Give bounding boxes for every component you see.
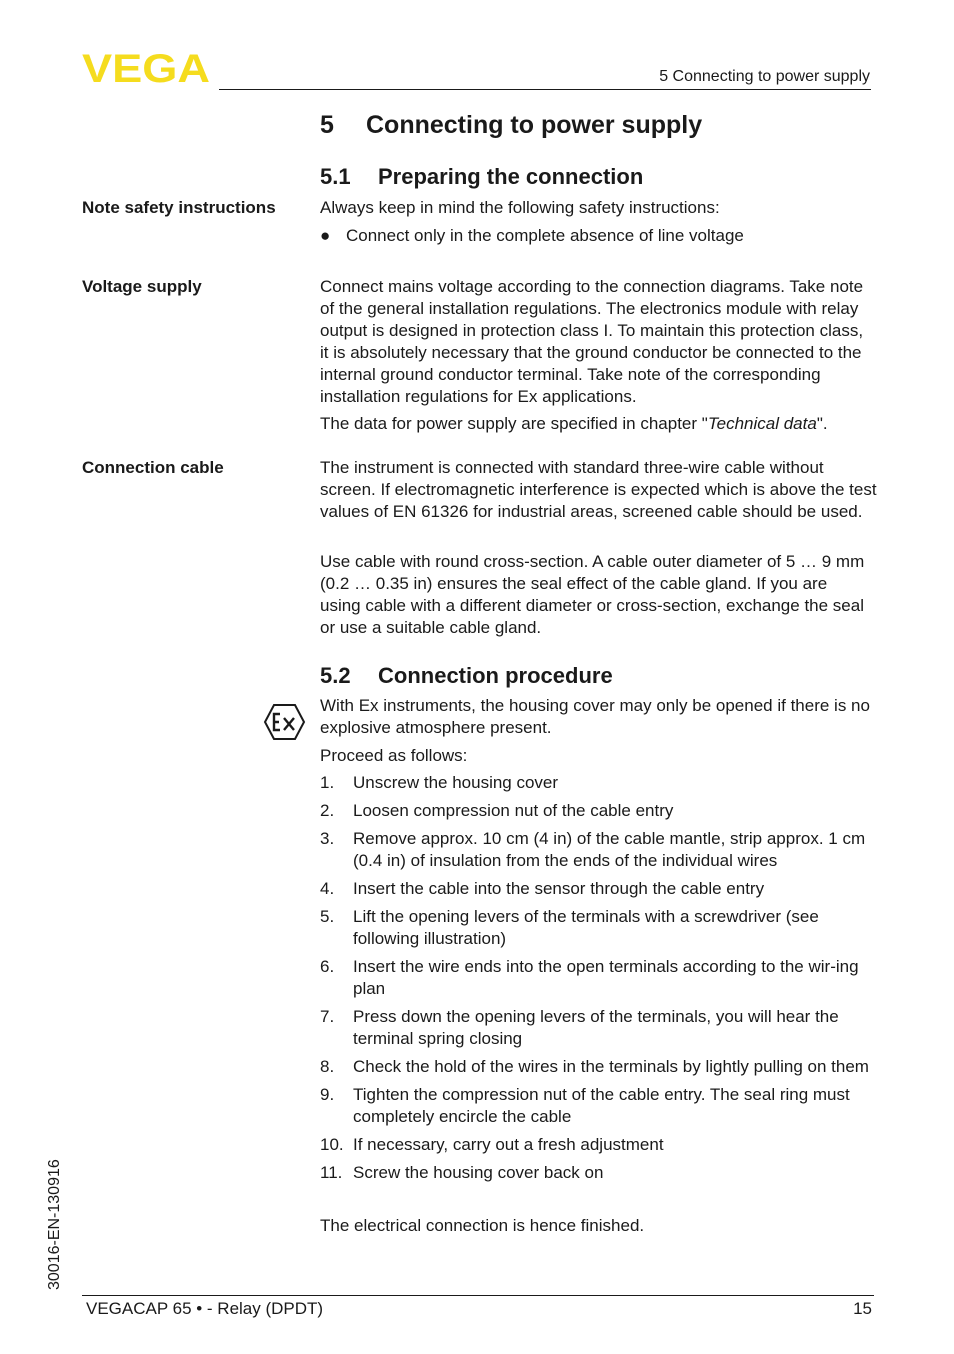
- conclusion-text: The electrical connection is hence finished.: [320, 1216, 645, 1235]
- chapter-title: [320, 111, 702, 140]
- step-text: Check the hold of the wires in the terminals by lightly pulling on them: [353, 1057, 869, 1076]
- safety-bullet-text: Connect only in the complete absence of line voltage: [346, 226, 744, 245]
- list-item: [320, 1056, 880, 1078]
- step-text: Lift the opening levers of the terminals with a screwdriver (see following illustration): [353, 907, 819, 948]
- step-text: Insert the cable into the sensor through the cable entry: [353, 879, 765, 898]
- section-5-1-heading: [320, 164, 643, 190]
- step-number: 9.: [320, 1085, 335, 1104]
- document-id: 30016-EN-130916: [46, 1159, 63, 1290]
- section-5-2-heading: [320, 663, 613, 689]
- vega-logo: [82, 52, 212, 84]
- chapter-title-text: Connecting to power supply: [366, 111, 703, 139]
- step-text: Tighten the compression nut of the cable entry. The seal ring must completely encircle the cable: [353, 1085, 850, 1126]
- list-item: [320, 906, 880, 950]
- section-5-2-title: Connection procedure: [378, 663, 613, 688]
- margin-label-voltage: Voltage supply: [82, 277, 202, 296]
- list-item: [320, 1134, 880, 1156]
- safety-bullet: [320, 225, 744, 247]
- footer-rule: [82, 1295, 874, 1296]
- footer-product: VEGACAP 65 • - Relay (DPDT): [86, 1299, 324, 1318]
- cable-paragraph-1: The instrument is connected with standard three-wire cable without screen. If electromagnetic interference is expected which is above the test values of EN 61326 for industrial areas, screened cable should be used.: [320, 458, 877, 521]
- step-text: Screw the housing cover back on: [353, 1163, 604, 1182]
- page-number: 15: [853, 1299, 872, 1318]
- svg-text:VEGA: VEGA: [82, 52, 210, 84]
- section-5-1-title: Preparing the connection: [378, 164, 644, 189]
- voltage-reference-end: ".: [816, 414, 828, 433]
- technical-data-reference: Technical data: [707, 414, 817, 433]
- voltage-reference-text: The data for power supply are specified in chapter ": [320, 414, 708, 433]
- procedure-steps: [320, 772, 880, 1190]
- step-number: 11.: [320, 1163, 343, 1182]
- margin-label-safety: Note safety instructions: [82, 198, 276, 217]
- voltage-reference: [320, 413, 880, 435]
- bullet-icon: ●: [320, 226, 331, 245]
- list-item: [320, 1006, 880, 1050]
- step-text: Unscrew the housing cover: [353, 773, 559, 792]
- chapter-number: 5: [320, 111, 334, 139]
- list-item: [320, 1162, 880, 1184]
- proceed-text: Proceed as follows:: [320, 746, 468, 765]
- step-number: 6.: [320, 957, 335, 976]
- running-header: 5 Connecting to power supply: [659, 68, 870, 85]
- list-item: [320, 772, 880, 794]
- step-text: Press down the opening levers of the terminals, you will hear the terminal spring closing: [353, 1007, 839, 1048]
- step-number: 4.: [320, 879, 335, 898]
- ex-hexagon-icon: [263, 703, 306, 741]
- step-text: Insert the wire ends into the open terminals according to the wir-ing plan: [353, 957, 859, 998]
- list-item: [320, 1084, 880, 1128]
- section-5-2-number: 5.2: [320, 663, 351, 688]
- step-text: Loosen compression nut of the cable entry: [353, 801, 674, 820]
- list-item: [320, 828, 880, 872]
- list-item: [320, 956, 880, 1000]
- margin-label-cable: Connection cable: [82, 458, 224, 477]
- step-number: 2.: [320, 801, 335, 820]
- cable-paragraph-2: Use cable with round cross-section. A cable outer diameter of 5 … 9 mm (0.2 … 0.35 in) ensures the seal effect of the cable gland. If you are using cable with a different diameter or cross-section, exchange the seal or use a suitable cable gland.: [320, 552, 865, 637]
- step-number: 7.: [320, 1007, 335, 1026]
- voltage-paragraph: Connect mains voltage according to the connection diagrams. Take note of the general installation regulations. The electronics module with relay output is designed in protection class I. To maintain this protection class, it is absolutely necessary that the ground conductor be connected to the internal ground conductor terminal. Take note of the corresponding installation regulations for Ex applications.: [320, 277, 864, 406]
- step-text: Remove approx. 10 cm (4 in) of the cable mantle, strip approx. 1 cm (0.4 in) of insulation from the ends of the individual wires: [353, 829, 866, 870]
- list-item: [320, 878, 880, 900]
- ex-warning: With Ex instruments, the housing cover may only be opened if there is no explosive atmosphere present.: [320, 696, 870, 737]
- step-text: If necessary, carry out a fresh adjustment: [353, 1135, 664, 1154]
- header-rule: [219, 89, 871, 90]
- step-number: 1.: [320, 773, 335, 792]
- list-item: [320, 800, 880, 822]
- step-number: 10.: [320, 1135, 344, 1154]
- step-number: 5.: [320, 907, 335, 926]
- safety-intro: Always keep in mind the following safety instructions:: [320, 198, 720, 217]
- section-5-1-number: 5.1: [320, 164, 351, 189]
- step-number: 8.: [320, 1057, 335, 1076]
- step-number: 3.: [320, 829, 335, 848]
